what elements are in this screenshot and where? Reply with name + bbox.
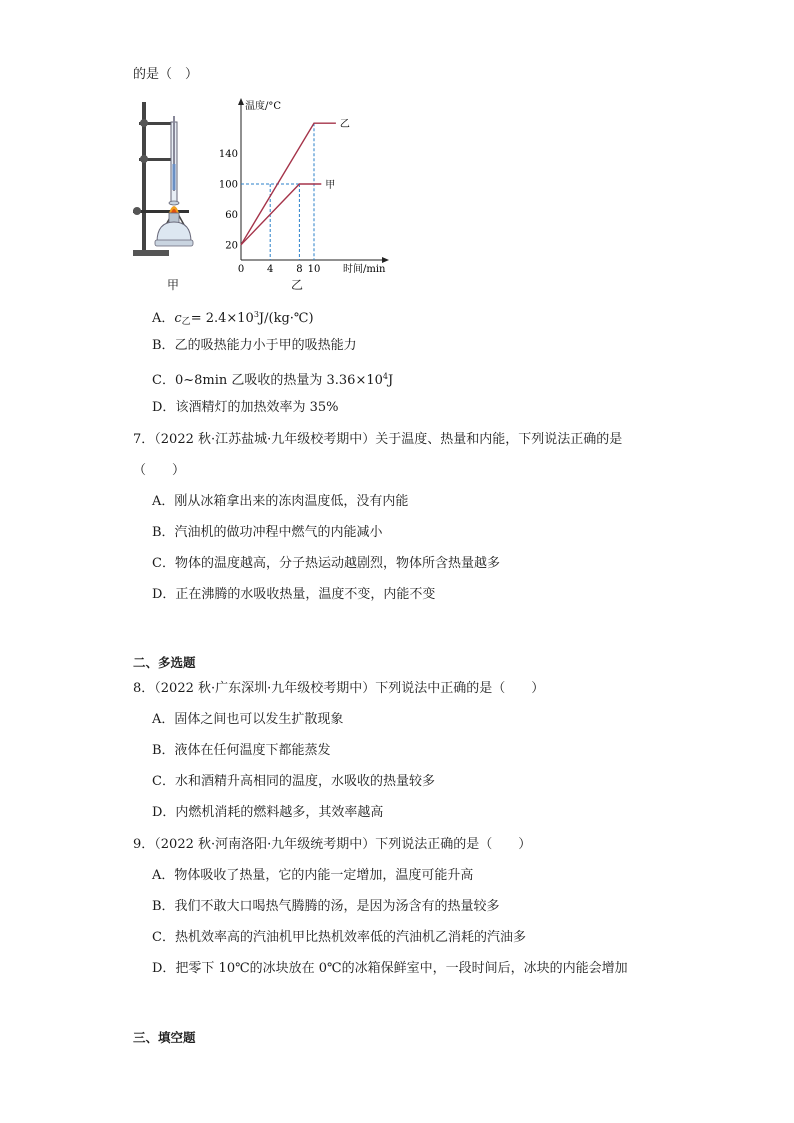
q9-option-a: A．物体吸收了热量，它的内能一定增加，温度可能升高 [152,868,474,883]
figure-area [125,92,405,292]
temperature-time-chart [219,98,389,275]
y-axis-label: 温度/°C [245,101,282,112]
section-fill-in-heading: 三、填空题 [133,1030,196,1045]
x-tick-label-0: 0 [237,264,245,275]
q6-option-a [152,306,314,331]
q6-option-d [152,399,338,417]
q6-option-d-text: 该酒精灯的加热效率为 35% [175,400,339,415]
q6-option-a-symbol: c [174,311,182,326]
x-axis-arrow [382,257,389,263]
y-axis-arrow [238,98,244,105]
series-line-1 [241,184,321,245]
q8-option-c: C．水和酒精升高相同的温度，水吸收的热量较多 [152,774,435,789]
q6-option-d-letter: D． [152,400,176,415]
q6-option-c [152,368,393,390]
x-tick-label-2: 8 [296,264,303,275]
x-tick-label-3: 10 [307,264,321,275]
q6-option-c-text: 0~8min 乙吸收的热量为 3.36×10 [174,373,383,388]
y-tick-label-1: 60 [225,209,238,221]
caption-left: 甲 [167,278,180,292]
q7-option-a: A．刚从冰箱拿出来的冻肉温度低，没有内能 [152,494,409,509]
q6-option-b [152,337,357,355]
q7-option-c: C．物体的温度越高，分子热运动越剧烈，物体所含热量越多 [152,556,500,571]
q6-option-a-letter: A． [152,311,175,326]
q8-stem: 8．（2022 秋·广东深圳·九年级校考期中）下列说法中正确的是（ ） [133,681,545,696]
y-tick-label-0: 20 [225,240,238,252]
question-6-stem-tail: 的是（ ） [133,67,199,82]
heating-apparatus-illustration [133,102,193,256]
q6-option-c-letter: C． [152,373,175,388]
y-tick-label-2: 100 [218,179,238,191]
q7-option-b: B．汽油机的做功冲程中燃气的内能减小 [152,525,383,540]
q6-option-a-text: = 2.4×10 [190,311,254,326]
x-axis-label: 时间/min [343,264,386,275]
q8-option-b: B．液体在任何温度下都能蒸发 [152,743,331,758]
figure-svg [125,92,405,292]
series-label-0: 乙 [339,119,350,131]
q8-option-a: A．固体之间也可以发生扩散现象 [152,712,344,727]
y-tick-label-3: 140 [218,149,238,161]
q9-option-c: C．热机效率高的汽油机甲比热机效率低的汽油机乙消耗的汽油多 [152,930,526,945]
q9-option-d: D．把零下 10℃的冰块放在 0℃的冰箱保鲜室中，一段时间后，冰块的内能会增加 [152,961,628,976]
q9-stem: 9．（2022 秋·河南洛阳·九年级统考期中）下列说法正确的是（ ） [133,837,532,852]
q6-option-b-text: 乙的吸热能力小于甲的吸热能力 [174,338,357,353]
q6-option-c-exponent: 4 [382,372,388,381]
q6-option-a-subscript: 乙 [181,317,191,327]
q7-option-d: D．正在沸腾的水吸收热量，温度不变，内能不变 [152,587,436,602]
q6-option-c-unit: J [387,373,394,388]
q9-option-b: B．我们不敢大口喝热气腾腾的汤，是因为汤含有的热量较多 [152,899,500,914]
q7-stem-line2: （ ） [133,463,186,478]
q8-option-d: D．内燃机消耗的燃料越多，其效率越高 [152,805,384,820]
q7-stem-line1: 7．（2022 秋·江苏盐城·九年级校考期中）关于温度、热量和内能，下列说法正确的是 [133,432,623,447]
series-label-1: 甲 [325,180,336,191]
x-tick-label-1: 4 [267,264,274,275]
q6-option-a-exponent: 3 [253,310,259,319]
section-multiple-choice-heading: 二、多选题 [133,655,196,670]
caption-right: 乙 [291,278,304,292]
q6-option-b-letter: B． [152,338,175,353]
q6-option-a-unit: J/(kg·℃) [258,311,314,326]
